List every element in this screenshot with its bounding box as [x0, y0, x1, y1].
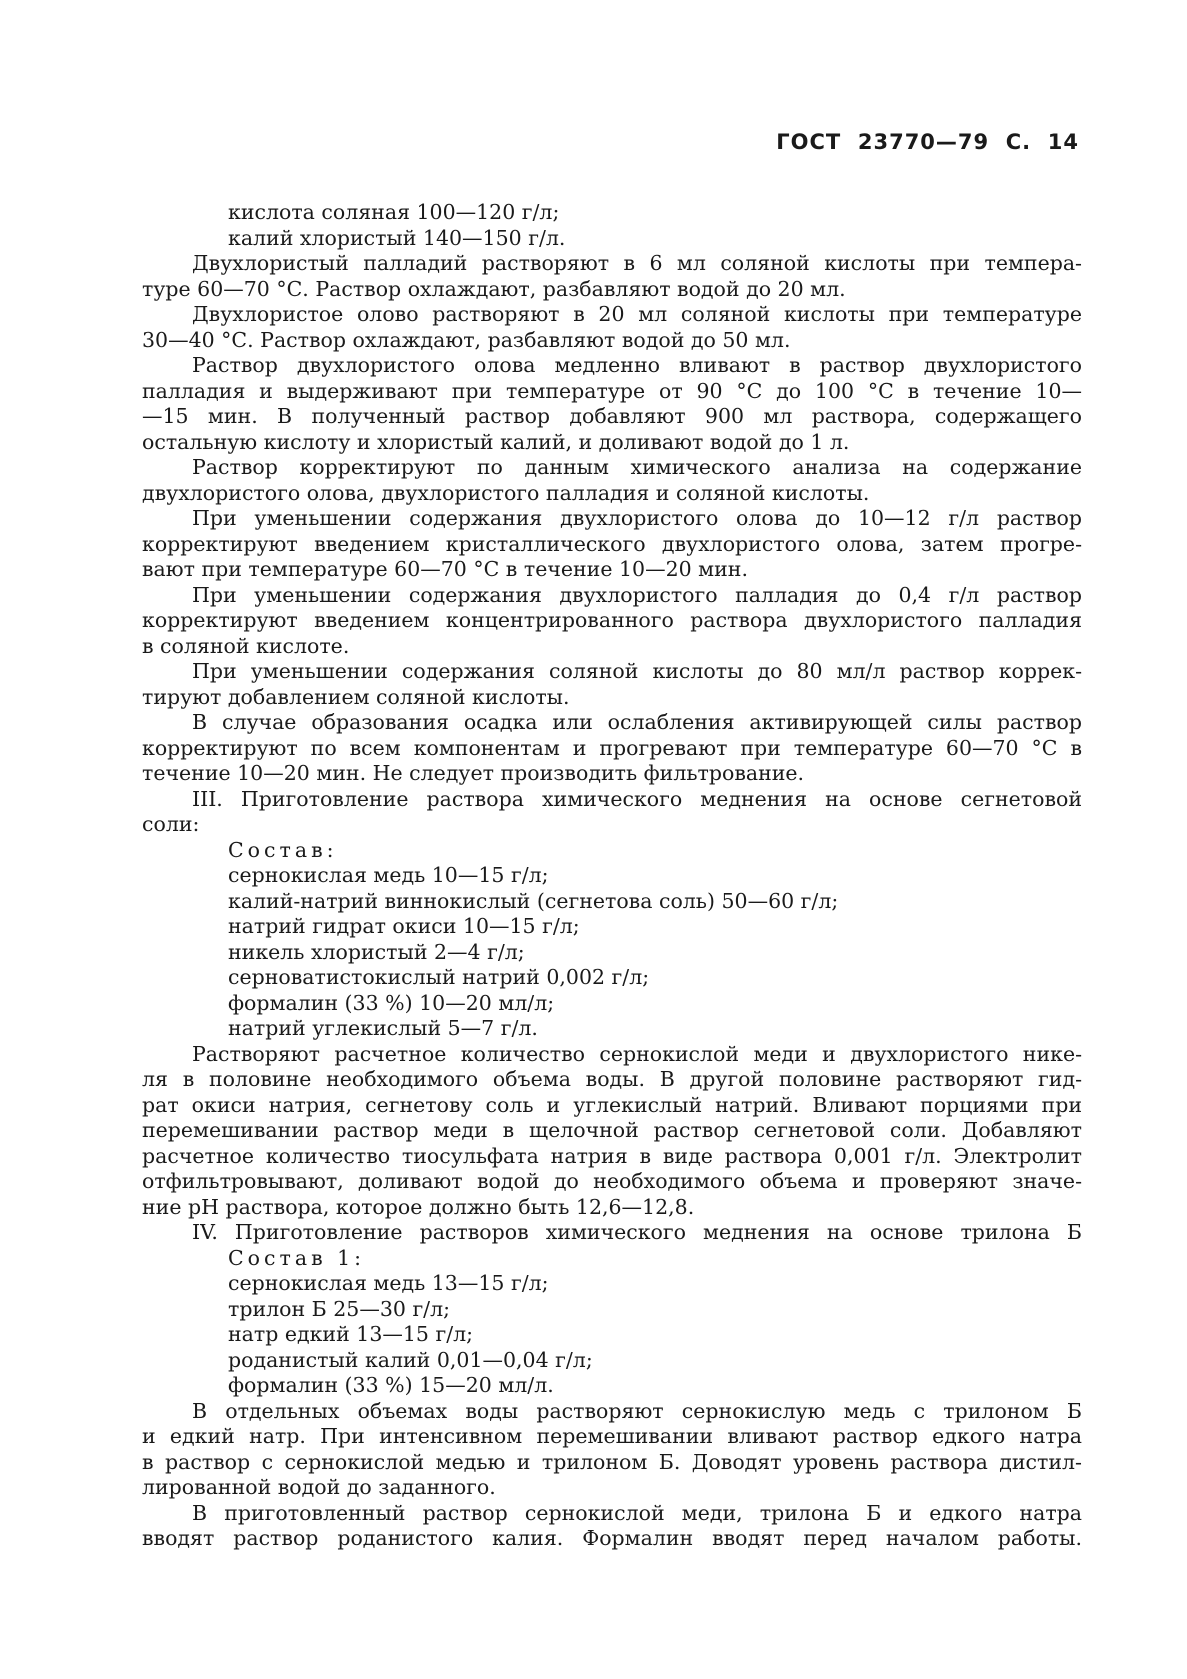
text-line: отфильтровывают, доливают водой до необходимого объема и проверяют значе- — [142, 1169, 1082, 1193]
text-line: рат окиси натрия, сегнетову соль и углекислый натрий. Вливают порциями при — [142, 1092, 1082, 1117]
text-line: корректируют введением кристаллического двухлористого олова, затем прогре- — [142, 531, 1082, 556]
text-line: III. Приготовление раствора химического меднения на основе сегнетовой — [192, 786, 1082, 811]
text-line: соли: — [142, 812, 200, 836]
text-line: сернокислая медь 13—15 г/л; — [228, 1271, 549, 1295]
text-line: трилон Б 25—30 г/л; — [228, 1296, 451, 1321]
text-line: корректируют по всем компонентам и прогревают при температуре 60—70 °С в — [142, 735, 1082, 760]
text-line: формалин (33 %) 10—20 мл/л; — [228, 990, 555, 1015]
text-line: Состав: — [228, 837, 338, 862]
text-line: калий хлористый 140—150 г/л. — [228, 225, 566, 250]
text-line: 30—40 °С. Раствор охлаждают, разбавляют водой до 50 мл. — [142, 327, 791, 352]
text-line: В случае образования осадка или ослабления активирующей силы раствор — [192, 710, 1082, 734]
text-line: лированной водой до заданного. — [142, 1475, 496, 1499]
text-line: никель хлористый 2—4 г/л; — [228, 939, 525, 964]
text-line: и едкий натр. При интенсивном перемешивании вливают раствор едкого натра — [142, 1424, 1082, 1448]
text-line: роданистый калий 0,01—0,04 г/л; — [228, 1347, 593, 1372]
text-line: вают при температуре 60—70 °С в течение 10—20 мин. — [142, 557, 748, 581]
text-line: перемешивании раствор меди в щелочной раствор сегнетовой соли. Добавляют — [142, 1118, 1082, 1142]
text-line: в раствор с сернокислой медью и трилоном Б. Доводят уровень раствора дистил- — [142, 1449, 1082, 1474]
text-line: ля в половине необходимого объема воды. В другой половине растворяют гид- — [142, 1067, 1082, 1091]
text-line: туре 60—70 °С. Раствор охлаждают, разбавляют водой до 20 мл. — [142, 276, 846, 301]
text-line: остальную кислоту и хлористый калий, и доливают водой до 1 л. — [142, 429, 850, 454]
page-header: ГОСТ 23770—79 С. 14 — [776, 130, 1079, 154]
text-line: натр едкий 13—15 г/л; — [228, 1322, 474, 1346]
text-line: корректируют введением концентрированного раствора двухлористого палладия — [142, 608, 1082, 632]
text-line: При уменьшении содержания двухлористого олова до 10—12 г/л раствор — [192, 506, 1082, 530]
text-line: двухлористого олова, двухлористого палладия и соляной кислоты. — [142, 480, 870, 505]
text-line: формалин (33 %) 15—20 мл/л. — [228, 1373, 554, 1397]
text-line: В отдельных объемах воды растворяют сернокислую медь с трилоном Б — [192, 1398, 1082, 1423]
text-line: палладия и выдерживают при температуре от 90 °С до 100 °С в течение 10— — [142, 378, 1082, 403]
text-line: —15 мин. В полученный раствор добавляют 900 мл раствора, содержащего — [142, 404, 1082, 428]
text-line: расчетное количество тиосульфата натрия в виде раствора 0,001 г/л. Электролит — [142, 1143, 1082, 1168]
text-line: При уменьшении содержания соляной кислоты до 80 мл/л раствор коррек- — [192, 659, 1082, 683]
text-line: ние pH раствора, которое должно быть 12,6—12,8. — [142, 1194, 695, 1219]
text-line: Двухлористое олово растворяют в 20 мл соляной кислоты при температуре — [192, 302, 1082, 326]
text-line: серноватистокислый натрий 0,002 г/л; — [228, 965, 650, 989]
text-line: течение 10—20 мин. Не следует производить фильтрование. — [142, 761, 805, 785]
text-line: в соляной кислоте. — [142, 633, 350, 658]
text-line: натрий гидрат окиси 10—15 г/л; — [228, 914, 580, 938]
text-line: Раствор корректируют по данным химического анализа на содержание — [192, 455, 1082, 479]
text-line: Растворяют расчетное количество сернокислой меди и двухлористого нике- — [192, 1041, 1082, 1066]
text-line: тируют добавлением соляной кислоты. — [142, 684, 570, 709]
text-line: кислота соляная 100—120 г/л; — [228, 200, 560, 224]
text-line: В приготовленный раствор сернокислой меди, трилона Б и едкого натра — [192, 1500, 1082, 1525]
text-line: IV. Приготовление растворов химического меднения на основе трилона Б — [192, 1220, 1082, 1244]
text-line: вводят раствор роданистого калия. Формалин вводят перед началом работы. — [142, 1526, 1082, 1550]
text-line: При уменьшении содержания двухлористого палладия до 0,4 г/л раствор — [192, 582, 1082, 607]
document-body — [142, 200, 1082, 1552]
text-line: сернокислая медь 10—15 г/л; — [228, 863, 549, 887]
text-line: натрий углекислый 5—7 г/л. — [228, 1016, 538, 1040]
text-line: Состав 1: — [228, 1245, 366, 1270]
text-line: Раствор двухлористого олова медленно вливают в раствор двухлористого — [192, 353, 1082, 377]
text-line: калий-натрий виннокислый (сегнетова соль) 50—60 г/л; — [228, 888, 839, 913]
text-line: Двухлористый палладий растворяют в 6 мл соляной кислоты при темпера- — [192, 251, 1082, 275]
